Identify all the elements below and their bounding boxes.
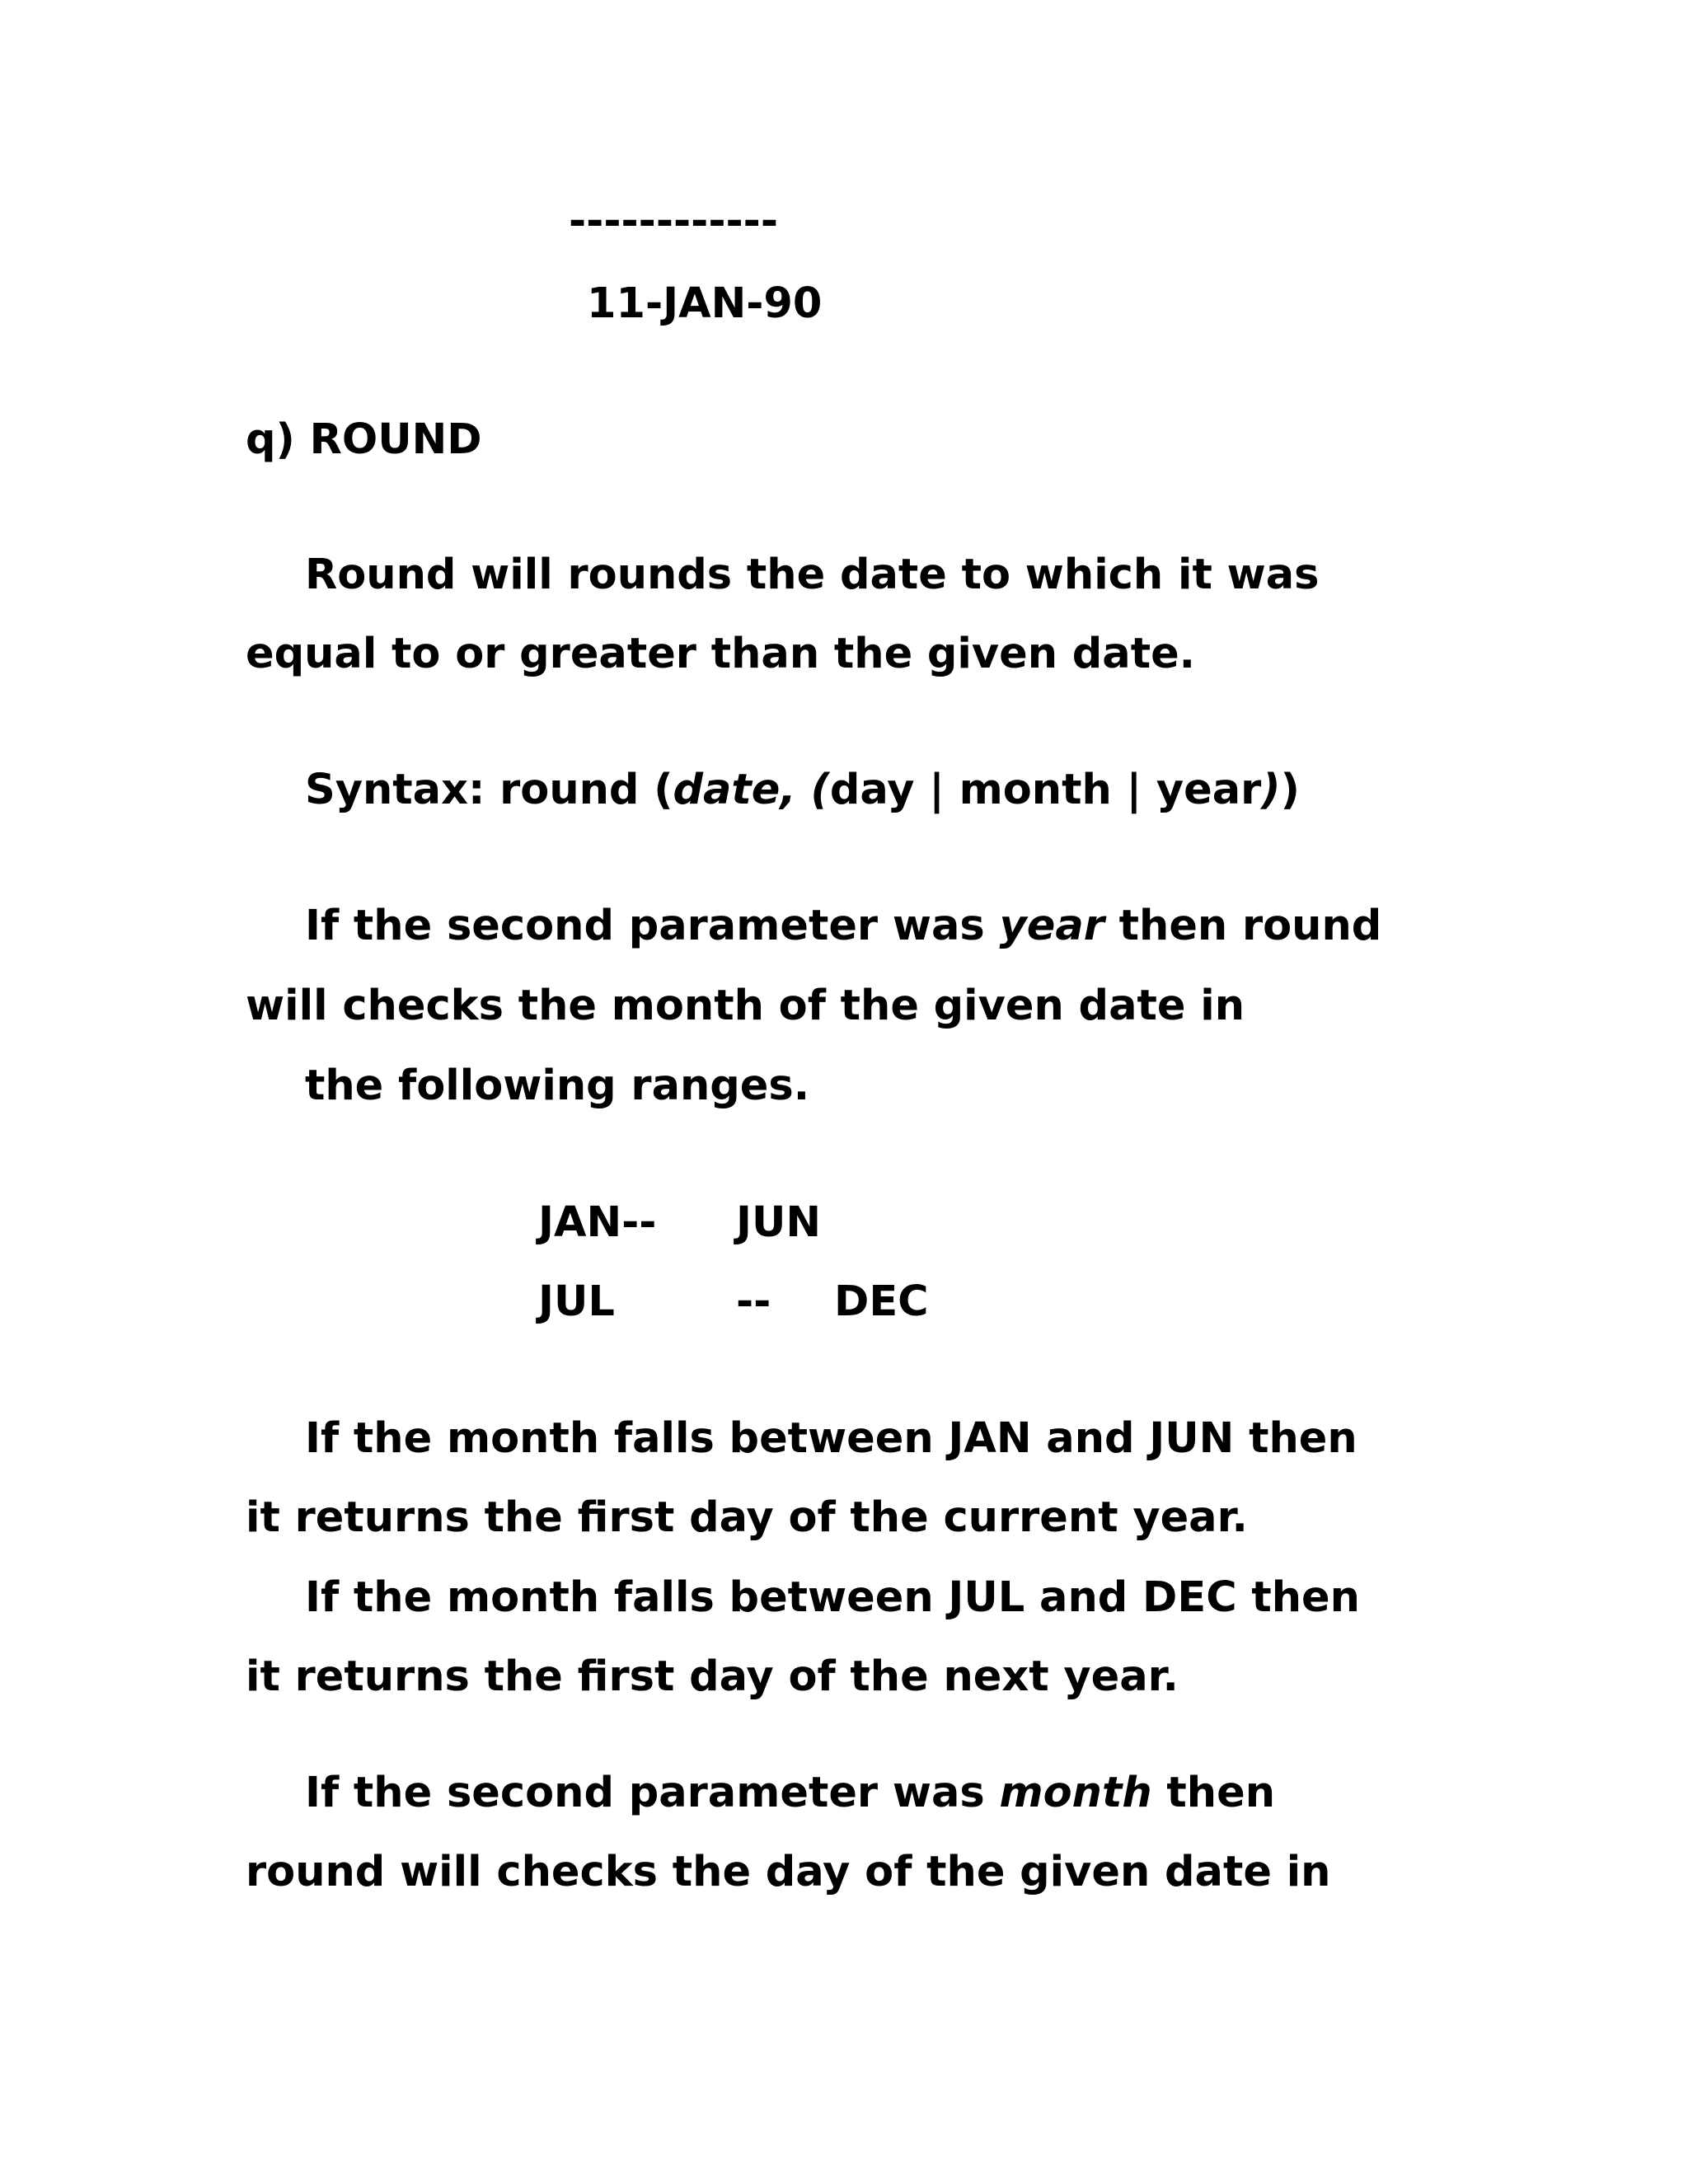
result-value: 11-JAN-90: [587, 279, 823, 328]
syntax-options: day | month | year: [829, 766, 1262, 814]
syntax-close-italic: ): [1261, 766, 1281, 814]
range-2-start: JUL: [538, 1277, 615, 1326]
syntax-close: ): [1280, 766, 1300, 814]
jul-dec-line-1: If the month falls between JUL and DEC then: [305, 1573, 1360, 1622]
range-2-sep: --: [736, 1277, 771, 1326]
month-param-text-a: If the second parameter was: [305, 1769, 1000, 1817]
intro-line-1: Round will rounds the date to which it was: [305, 551, 1320, 599]
month-param-text-b: then: [1151, 1769, 1276, 1817]
year-param-line-2: will checks the month of the given date in: [246, 982, 1245, 1030]
month-param-line-1: [305, 1769, 1276, 1817]
syntax-date-arg: date, (: [673, 766, 830, 814]
year-param-text-a: If the second parameter was: [305, 902, 1000, 950]
section-heading: q) ROUND: [246, 415, 482, 464]
range-2-end: DEC: [834, 1277, 929, 1326]
year-param-text-b: then round: [1104, 902, 1382, 950]
month-param-italic: month: [999, 1769, 1152, 1817]
year-param-line-3: the following ranges.: [305, 1062, 810, 1110]
dashed-rule: ------------: [569, 197, 779, 246]
year-param-italic: year: [999, 902, 1104, 950]
syntax-line: [305, 766, 1300, 814]
jul-dec-line-2: it returns the first day of the next year.: [246, 1652, 1179, 1701]
year-param-line-1: [305, 902, 1382, 950]
month-param-line-2: round will checks the day of the given date in: [246, 1848, 1331, 1896]
jan-jun-line-2: it returns the first day of the current year.: [246, 1493, 1248, 1542]
syntax-prefix: Syntax: round (: [305, 766, 673, 814]
range-1-start: JAN--: [538, 1198, 657, 1247]
range-1-end: JUN: [736, 1198, 822, 1247]
jan-jun-line-1: If the month falls between JAN and JUN then: [305, 1414, 1357, 1463]
intro-line-2: equal to or greater than the given date.: [246, 630, 1196, 678]
